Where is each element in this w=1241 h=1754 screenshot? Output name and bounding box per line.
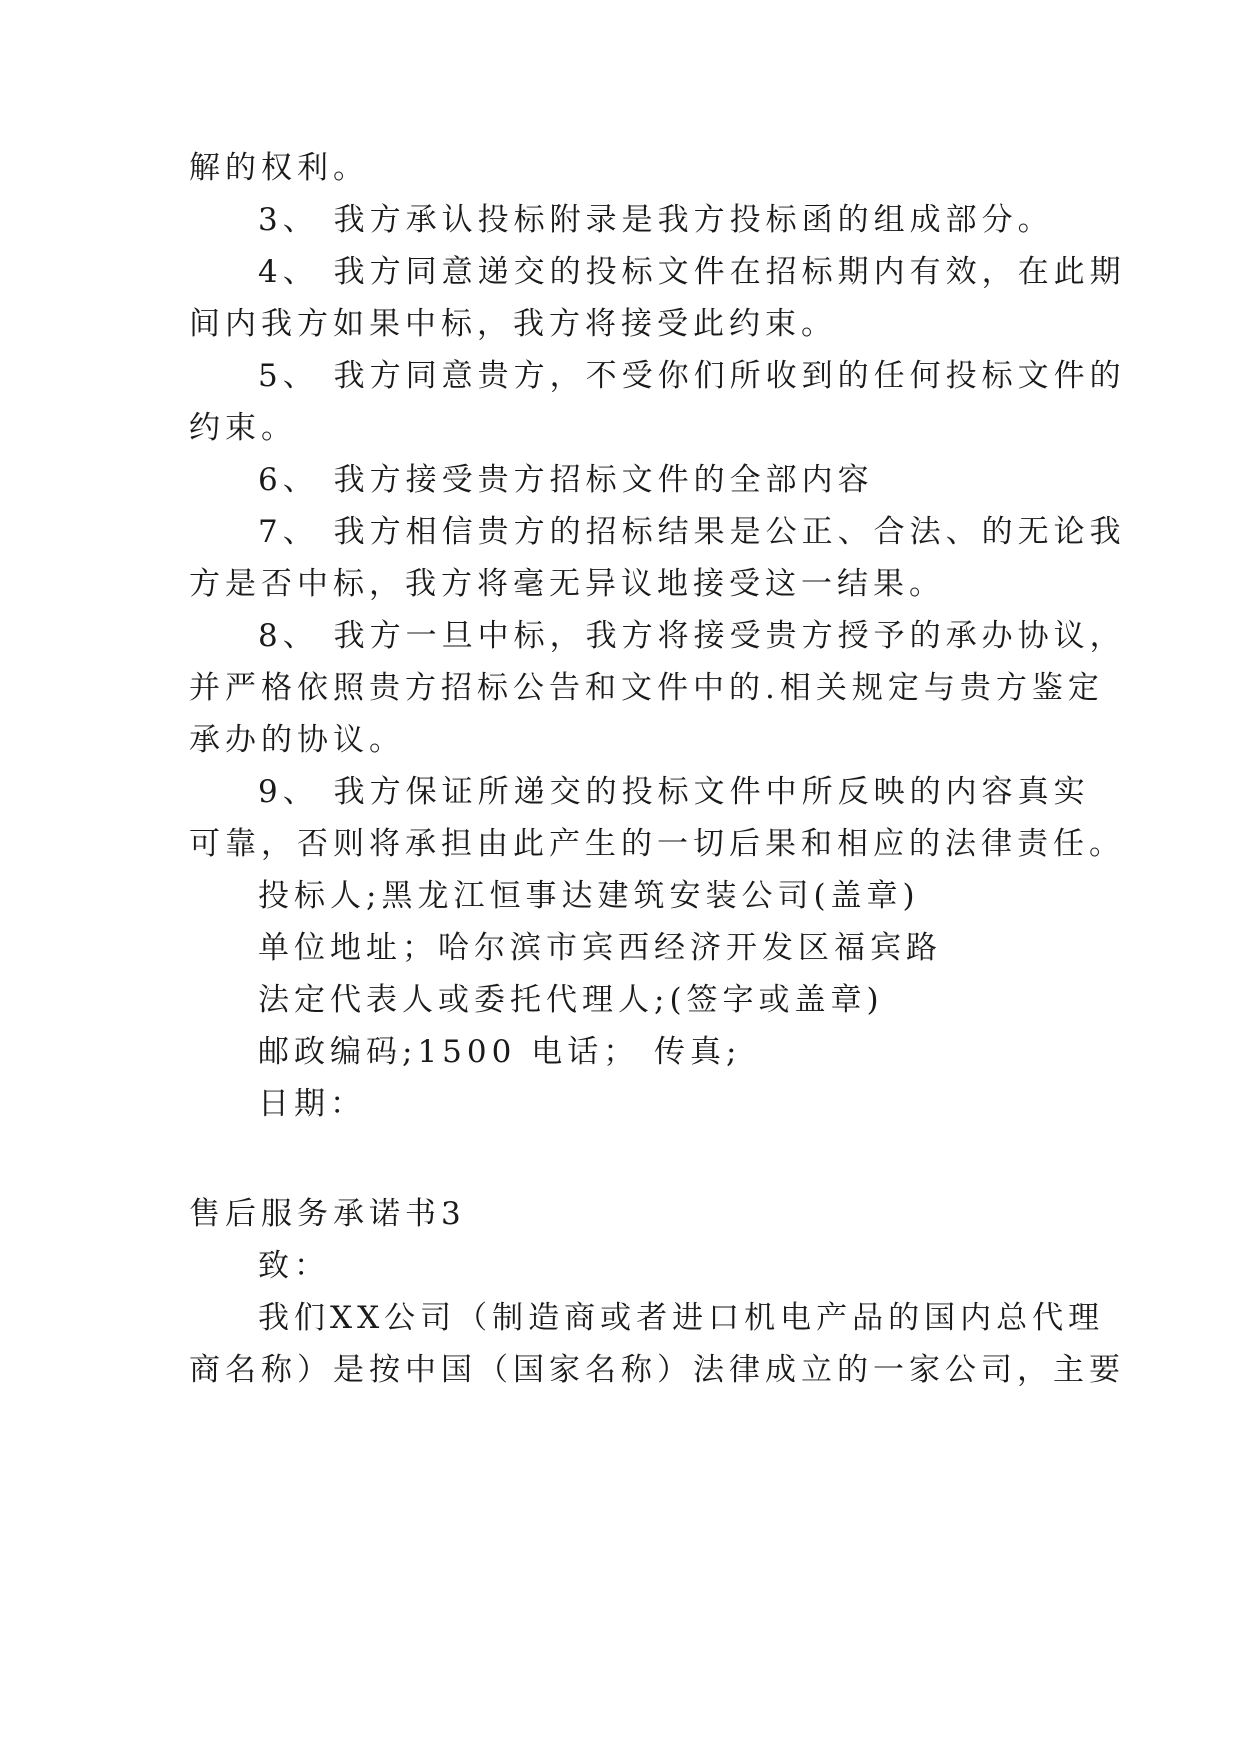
clause-8: 8、 我方一旦中标，我方将接受贵方授予的承办协议，	[258, 618, 1126, 654]
clause-6: 6、 我方接受贵方招标文件的全部内容	[258, 462, 874, 498]
paragraph-line: 可靠，否则将承担由此产生的一切后果和相应的法律责任。	[189, 826, 1125, 862]
paragraph-line: 约束。	[189, 410, 297, 446]
clause-5: 5、 我方同意贵方，不受你们所收到的任何投标文件的	[258, 358, 1126, 394]
paragraph-line: 我们XX公司（制造商或者进口机电产品的国内总代理	[258, 1300, 1105, 1336]
date-line: 日期：	[258, 1086, 366, 1122]
representative-line: 法定代表人或委托代理人;(签字或盖章)	[258, 982, 884, 1018]
bidder-line: 投标人;黑龙江恒事达建筑安装公司(盖章)	[258, 878, 920, 914]
clause-9: 9、 我方保证所递交的投标文件中所反映的内容真实	[258, 774, 1090, 810]
paragraph-line: 解的权利。	[189, 150, 369, 186]
clause-4: 4、 我方同意递交的投标文件在招标期内有效，在此期	[258, 254, 1126, 290]
address-line: 单位地址；哈尔滨市宾西经济开发区福宾路	[258, 930, 942, 966]
paragraph-line: 间内我方如果中标，我方将接受此约束。	[189, 306, 837, 342]
clause-3: 3、 我方承认投标附录是我方投标函的组成部分。	[258, 202, 1054, 238]
salutation: 致：	[258, 1248, 330, 1284]
paragraph-line: 商名称）是按中国（国家名称）法律成立的一家公司，主要	[189, 1352, 1125, 1388]
clause-7: 7、 我方相信贵方的招标结果是公正、合法、的无论我	[258, 514, 1126, 550]
contact-line: 邮政编码;1500 电话； 传真;	[258, 1034, 742, 1070]
paragraph-line: 方是否中标，我方将毫无异议地接受这一结果。	[189, 566, 945, 602]
section-heading: 售后服务承诺书3	[189, 1196, 466, 1232]
paragraph-line: 承办的协议。	[189, 722, 405, 758]
paragraph-line: 并严格依照贵方招标公告和文件中的.相关规定与贵方鉴定	[189, 670, 1104, 706]
